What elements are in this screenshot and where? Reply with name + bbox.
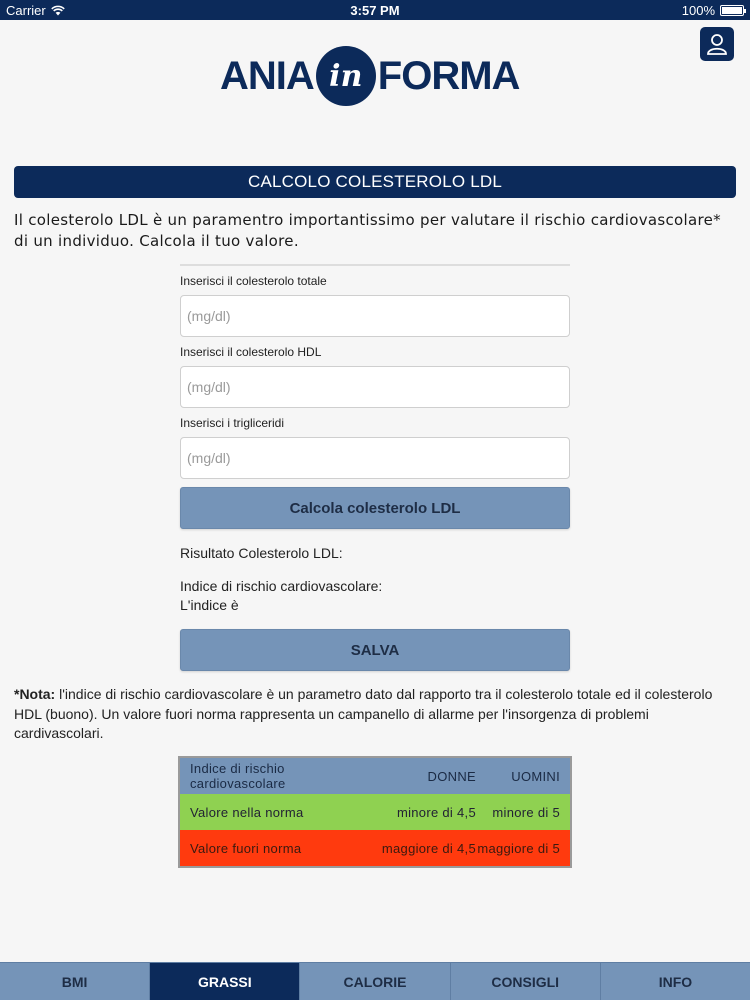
logo-text-right: FORMA xyxy=(377,53,520,98)
logo-text-left: ANIA xyxy=(220,53,314,98)
calculate-ldl-button[interactable]: Calcola colesterolo LDL xyxy=(180,487,570,529)
intro-text: Il colesterolo LDL è un paramentro importantissimo per valutare il rischio cardiovascolare* di un individuo. Calcola il tuo valore. xyxy=(14,211,721,250)
status-time: 3:57 PM xyxy=(350,3,400,18)
risk-header-index: Indice di rischio cardiovascolare xyxy=(190,761,286,791)
risk-cell-men: minore di 5 xyxy=(492,804,560,820)
hdl-cholesterol-label: Inserisci il colesterolo HDL xyxy=(180,345,322,359)
risk-note xyxy=(14,685,736,744)
battery-percent: 100% xyxy=(681,3,715,18)
risk-table xyxy=(178,756,572,868)
battery-icon xyxy=(720,5,744,16)
risk-cell-label: Valore nella norma xyxy=(190,804,304,820)
bottom-tab-bar xyxy=(0,962,750,1000)
note-prefix: *Nota: xyxy=(14,686,56,702)
form-divider xyxy=(180,264,570,266)
tab-consigli[interactable]: CONSIGLI xyxy=(451,963,601,1000)
risk-index-label: Indice di rischio cardiovascolare: xyxy=(180,578,383,594)
user-icon xyxy=(705,32,729,56)
risk-header-men: UOMINI xyxy=(511,768,560,784)
tab-calorie[interactable]: CALORIE xyxy=(300,963,450,1000)
risk-cell-men: maggiore di 5 xyxy=(477,840,560,856)
risk-row-normal xyxy=(180,794,570,830)
carrier-label: Carrier xyxy=(6,3,46,18)
tab-bmi[interactable]: BMI xyxy=(0,963,150,1000)
save-button[interactable]: SALVA xyxy=(180,629,570,671)
note-text: l'indice di rischio cardiovascolare è un parametro dato dal rapporto tra il colesterolo totale ed il colesterolo HDL (buono). Un valore fuori norma rappresenta un campanello di allarme per l'insorgenza di problemi cardivascolari. xyxy=(14,686,713,741)
hdl-cholesterol-input[interactable] xyxy=(180,366,570,408)
index-value-label: L'indice è xyxy=(180,597,239,613)
triglycerides-label: Inserisci i trigliceridi xyxy=(180,416,285,430)
triglycerides-input[interactable] xyxy=(180,437,570,479)
tab-info[interactable]: INFO xyxy=(658,973,693,990)
ania-informa-logo xyxy=(220,44,530,108)
battery-info xyxy=(682,3,744,18)
risk-cell-women: maggiore di 4,5 xyxy=(381,840,476,856)
risk-row-abnormal xyxy=(180,830,570,866)
risk-table-header xyxy=(180,758,570,794)
total-cholesterol-input[interactable] xyxy=(180,295,570,337)
risk-cell-women: minore di 4,5 xyxy=(396,804,476,820)
risk-cell-label: Valore fuori norma xyxy=(190,840,302,856)
risk-header-women: DONNE xyxy=(427,768,476,784)
tab-grassi[interactable]: GRASSI xyxy=(150,963,300,1000)
total-cholesterol-label: Inserisci il colesterolo totale xyxy=(180,274,327,288)
user-profile-button[interactable] xyxy=(700,27,734,61)
ldl-result-label: Risultato Colesterolo LDL: xyxy=(180,545,343,561)
logo-mark: in xyxy=(316,46,376,106)
status-bar xyxy=(0,0,750,20)
page-title: CALCOLO COLESTEROLO LDL xyxy=(14,166,736,198)
